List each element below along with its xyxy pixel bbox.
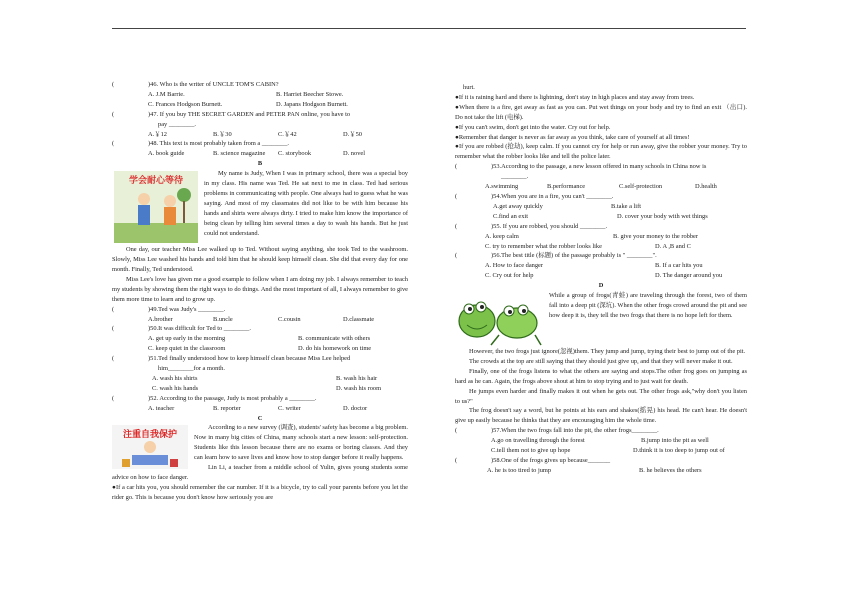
question-55: ( )55. If you are robbed, you should ________.: [455, 222, 608, 230]
options-57: A.go on travelling through the forest B.jump into the pit as well: [491, 437, 709, 445]
options-51: A. wash his shirts B. wash his hair: [152, 374, 378, 382]
illustration-title: 注重自我保护: [122, 430, 178, 441]
section-c-bullet: ●If you can't swim, don't get into the water. Cry out for help.: [455, 123, 611, 131]
illustration-title: 学会耐心等待: [128, 176, 184, 187]
options-48: A. book guide B. science magazine C. storybook D. novel: [148, 150, 366, 158]
section-b-paragraph-1: My name is Judy, When I was in primary school, there was a special boy in my class. His name was Ted. He sat next to me in class. Ted had serious problems in communicating with people. One always had to guess what he was saying. And most of my classmates did not like to be with him because his hands and shirts were always dirty. I tried to make him know the importance of being clean by telling him several times a day to wash his hands. But he just could not understand.: [204, 170, 408, 237]
question-51: ( )51.Ted finally understood how to keep himself clean because Miss Lee helped: [112, 355, 351, 363]
options-54: A.get away quickly B.take a lift: [493, 202, 641, 210]
right-column: hurt. ●If it is raining hard and there is lightning, don't stay in high places and stay away from trees. ●When there is a fire, get away as fast as you can. Put wet things on your body and try to find an exit （出口). Do not take the lift (电梯). ●If you can't swim, don't get into the water. Cry out for help. ●Remember that danger is never as far away as you think, take care of yourself at all times! ●If you are robbed (抢劫), keep calm. If you cannot cry for help or run away, give the robber your money. Try to remember what the robber looks like and tell the police later. ( )53.According to the passage, a new lesson offered in many schools in China now is ________. A.swimming B.performance C.self-protection D.health ( )54.When you are in a fire, you can't ________. A.get away quickly B.take a lift C.find an exit D. cover your body with wet things ( )55. If you are robbed, you should ________. A. keep calm B. give your money to the robber C. try to remember what the robber looks like D. A ,B and C ( )56.The best title (标题) of the passage probably is " ________". A. How to face danger B. If a car hits you C. Cry out for help D. The danger around you D While a group of frogs(青蛙) are traveling through the forest, two of them fall into a deep pit (深坑). When the other frogs crowd around the pit and see how deep it is, they tell the two frogs that there is no hope left for them. However, the two frogs just ignore(忽视)them. They jump and jump, trying their best to jump out of the pit. The crowds at the top are still saying that they should just give up, and that they will never make it out. Finally, one of the frogs listens to what the others are saying and stops.The other frog goes on jumping as hard as he can. Again, the frogs above shout at him to stop trying and to just wait for death. He jumps even harder and finally makes it out when he gets out. The other frogs ask,"why don't you listen to us?" The frog doesn't say a word, but he points at his ears and shakes(摇晃) his head. He can't hear. He doesn't give up easily because he thinks that they are encouraging him the whole time. ( )57.When the two frogs fall into the pit, the other frogs________. A.go on travelling through the forest B.jump into the pit as well C.tell them not to give up hope D.think it is too deep to jump out of ( )58.One of the frogs gives up because_______ A. he is too tired to jump B. he believes the others: [455, 84, 747, 474]
options-47: A.￥12 B.￥30 C.￥42 D.￥50: [148, 130, 362, 138]
options-53: A.swimming B.performance C.self-protection D.health: [485, 183, 717, 191]
section-c-bullet-1: ●If a car hits you, you should remember the car number. If it is a bicycle, try to call your parents before you let the rider go. This is because you don't know how seriously you are: [112, 483, 408, 501]
self-protection-illustration: [112, 425, 188, 469]
question-47: ( )47. If you buy THE SECRET GARDEN and PETER PAN online, you have to: [112, 110, 351, 118]
section-c-bullet: ●If it is raining hard and there is lightning, don't stay in high places and stay away from trees.: [455, 93, 695, 101]
section-c-paragraph-2: Lin Li, a teacher from a middle school of Yulin, gives young students some advice on how to face danger.: [112, 464, 408, 481]
question-52: ( )52. According to the passage, Judy is most probably a ________.: [112, 394, 317, 402]
options-56: A. How to face danger B. If a car hits you: [485, 262, 703, 270]
question-57: ( )57.When the two frogs fall into the pit, the other frogs________.: [455, 427, 659, 435]
section-c-bullet: ●If you are robbed (抢劫), keep calm. If you cannot cry for help or run away, give the robber your money. Try to remember what the robber looks like and tell the police later.: [455, 143, 747, 161]
section-c-bullet: ●When there is a fire, get away as fast as you can. Put wet things on your body and try to find an exit （出口). Do not take the lift (电梯).: [455, 103, 747, 121]
options-58: A. he is too tired to jump B. he believes the others: [487, 466, 702, 474]
section-b-paragraph-3: Miss Lee's love has given me a good example to follow when I am doing my job. I always remember to teach my students by showing them the right ways to do things. And the most important of all, I always remember to give them more time to learn and to grow up.: [112, 275, 408, 303]
section-d-paragraph-3: The crowds at the top are still saying that they should just give up, and that they will never make it out.: [469, 357, 733, 365]
section-d-paragraph-4: Finally, one of the frogs listens to what the others are saying and stops.The other frog goes on jumping as hard as he can. Again, the frogs above shout at him to stop trying and to just wait for death.: [455, 367, 747, 385]
section-b-heading: B: [257, 160, 263, 168]
header-rule: [112, 28, 746, 29]
section-c-paragraph-1: According to a new survey (调查), students' safety has become a big problem. Now in many big cities of China, many schools start a new lesson: self-protection. Students like this lesson because there are no exams or boring classes. And they can learn how to save lives and know how to stop danger before it really happens.: [194, 424, 408, 462]
options-52: A. teacher B. reporter C. writer D. doctor: [148, 404, 368, 412]
options-49: A.brother B.uncle C.cousin D.classmate: [148, 315, 375, 323]
question-53: ( )53.According to the passage, a new lesson offered in many schools in China now is: [455, 163, 707, 171]
options-46: A. J.M Barrie. B. Harriet Beecher Stowe.: [148, 90, 344, 98]
question-46: ( )46. Who is the writer of UNCLE TOM'S CABIN?: [112, 81, 279, 88]
frogs-illustration: [455, 291, 543, 347]
question-54: ( )54.When you are in a fire, you can't ________.: [455, 192, 614, 200]
section-d-paragraph-6: The frog doesn't say a word, but he points at his ears and shakes(摇晃) his head. He can't hear. He doesn't give up easily because he thinks that they are encouraging him the whole time.: [455, 407, 747, 425]
question-50: ( )50.It was difficult for Ted to ________.: [112, 325, 251, 333]
options-55: A. keep calm B. give your money to the robber: [485, 232, 699, 240]
section-d-heading: D: [598, 282, 604, 290]
section-d-paragraph-2: However, the two frogs just ignore(忽视)them. They jump and jump, trying their best to jump out of the pit.: [469, 348, 746, 356]
question-49: ( )49.Ted was Judy's ________.: [112, 305, 226, 313]
section-c-heading: C: [257, 414, 263, 422]
teacher-student-illustration: [114, 171, 198, 243]
question-56: ( )56.The best title (标题) of the passage probably is " ________".: [455, 252, 657, 260]
question-48: ( )48. This text is most probably taken from a ________.: [112, 140, 289, 148]
left-column: ( )46. Who is the writer of UNCLE TOM'S CABIN? A. J.M Barrie. B. Harriet Beecher Stowe. C. Frances Hodgson Burnett. D. Japans Hodgson Burnett. ( )47. If you buy THE SECRET GARDEN and PETER PAN online, you have to pay ________. A.￥12 B.￥30 C.￥42 D.￥50 ( )48. This text is most probably taken from a ________. A. book guide B. science magazine C. storybook D. novel B 学会耐心等待 My name is Judy, When I was in primary school, there was a special boy in my class. His name was Ted. He sat next to me in class. Ted had serious problems in communicating with people. One always had to guess what he was saying. And most of my classmates did not like to be with him because his hands and shirts were always dirty. I tried to make him know the importance of being clean by telling him several times a day to wash his hands. But he just could not understand. One day, our teacher Miss Lee walked up to Ted. Without saying anything, she took Ted to the washroom. Slowly, Miss Lee washed his hands and told him that he should keep himself clean. She did that every day for one month. Finally, Ted understood. Miss Lee's love has given me a good example to follow when I am doing my job. I always remember to teach my students by showing them the right ways to do things. And the most important of all, I always remember to give them more time to learn and to grow up. ( )49.Ted was Judy's ________. A.brother B.uncle C.cousin D.classmate ( )50.It was difficult for Ted to ________. A. get up early in the morning B. communicate with others C. keep quiet in the classroom D. do his homework on time ( )51.Ted finally understood how to keep himself clean because Miss Lee helped him________for a month. A. wash his shirts B. wash his hair C. wash his hands D. wash his room ( )52. According to the passage, Judy is most probably a ________. A. teacher B. reporter C. writer D. doctor C 注重自我保护 According to a new survey (调查), students' safety has become a big problem. Now in many big cities of China, many schools start a new lesson: self-protection. Students like this lesson because there are no exams or boring classes. And they can learn how to save lives and know how to stop danger before it really happens. Lin Li, a teacher from a middle school of Yulin, gives young students some advice on how to face danger. ●If a car hits you, you should remember the car number. If it is a bicycle, try to call your parents before you let the rider go. This is because you don't know how seriously you are: [112, 81, 408, 501]
section-d-paragraph-5: He jumps even harder and finally makes it out when he gets out. The other frogs ask,"why don't you listen to us?": [455, 387, 747, 405]
options-50: A. get up early in the morning B. communicate with others: [148, 335, 371, 343]
section-d-paragraph-1: While a group of frogs(青蛙) are traveling through the forest, two of them fall into a deep pit (深坑). When the other frogs crowd around the pit and see how deep it is, they tell the two frogs that there is no hope left for them.: [549, 292, 747, 319]
section-b-paragraph-2: One day, our teacher Miss Lee walked up to Ted. Without saying anything, she took Ted to the washroom. Slowly, Miss Lee washed his hands and told him that he should keep himself clean. She did that every day for one month. Finally, Ted understood.: [112, 246, 408, 273]
section-c-bullet: ●Remember that danger is never as far away as you think, take care of yourself at all times!: [455, 133, 690, 141]
question-58: ( )58.One of the frogs gives up because_______: [455, 457, 611, 464]
